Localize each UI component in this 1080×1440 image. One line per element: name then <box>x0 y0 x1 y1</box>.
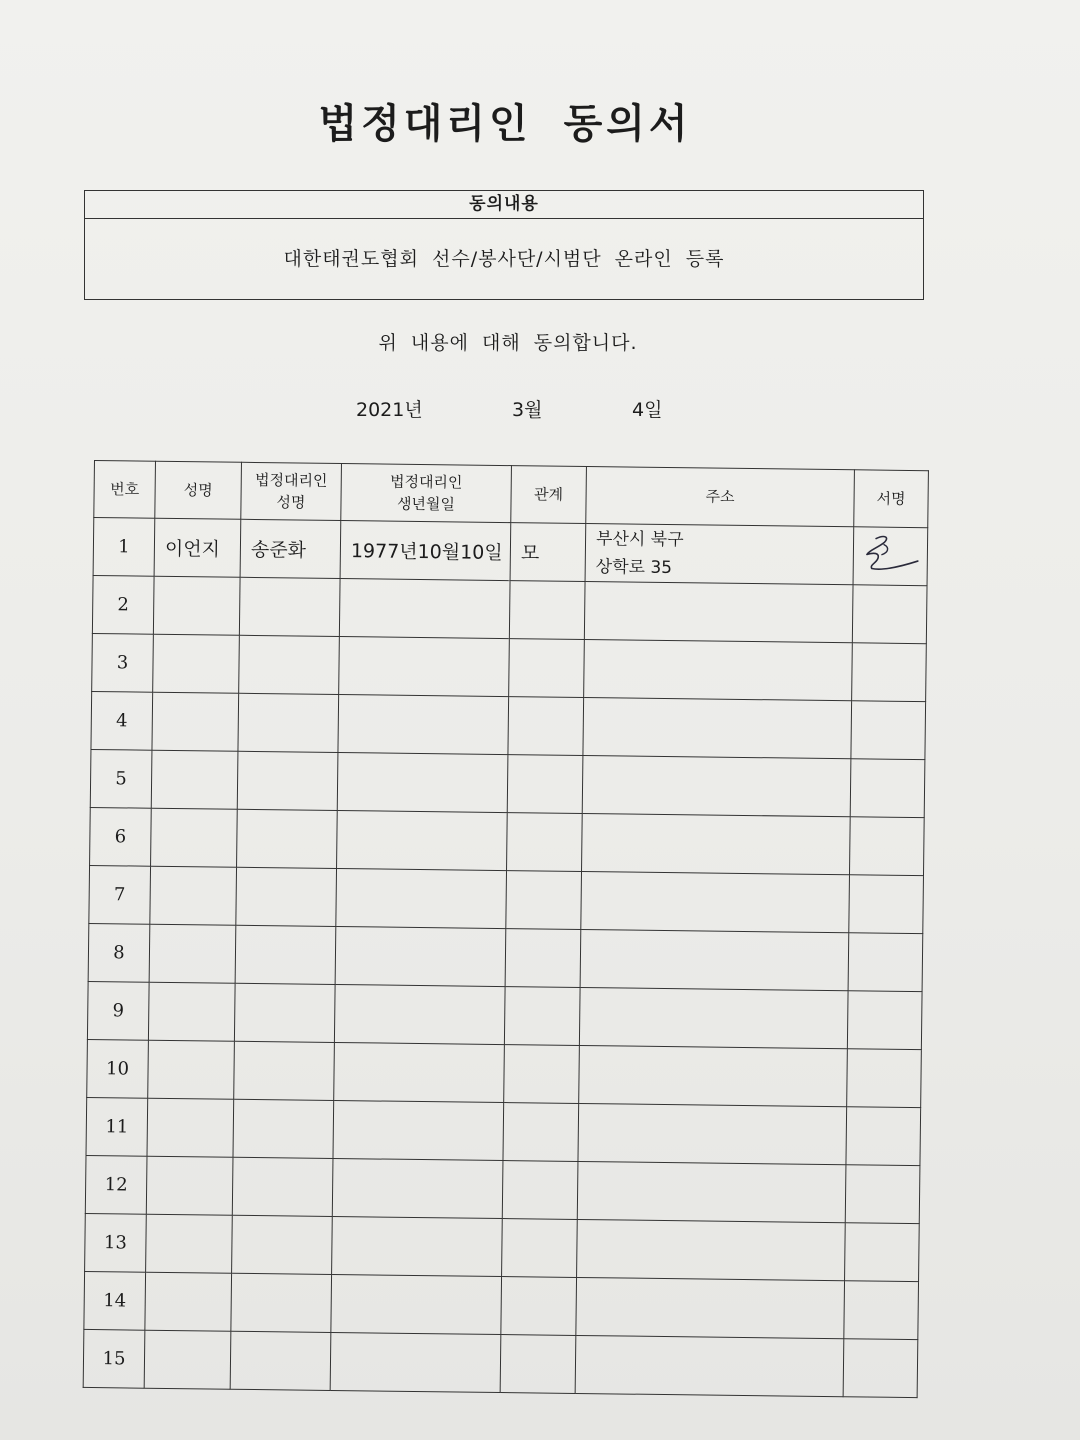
agreement-text: 위 내용에 대해 동의합니다. <box>378 332 638 354</box>
row-signature <box>851 701 926 760</box>
table-row <box>87 1039 922 1107</box>
row-relation <box>504 1045 580 1104</box>
row-signature <box>853 527 928 586</box>
table-row <box>90 749 925 817</box>
row-address <box>577 1219 846 1280</box>
row-name <box>150 866 237 925</box>
row-address <box>579 1045 848 1106</box>
table-header-row <box>94 461 929 528</box>
row-name: 이언지 <box>154 518 241 577</box>
row-relation <box>509 639 585 698</box>
row-guardian-birth <box>332 1158 503 1218</box>
row-guardian-name: 송준화 <box>240 519 341 578</box>
row-guardian-birth <box>334 984 505 1044</box>
row-address <box>582 813 851 874</box>
row-guardian-name <box>238 693 339 752</box>
row-signature <box>849 817 924 876</box>
row-number: 7 <box>89 865 151 924</box>
row-name <box>148 982 235 1041</box>
table-row <box>88 923 923 991</box>
row-address <box>578 1103 847 1164</box>
row-guardian-name <box>234 983 335 1042</box>
row-name <box>153 576 240 635</box>
row-name <box>148 1040 235 1099</box>
consent-box <box>84 190 924 300</box>
row-guardian-birth <box>337 810 508 870</box>
header-guardian-birth: 법정대리인 생년월일 <box>341 464 512 523</box>
row-number: 3 <box>92 633 154 692</box>
header-address: 주소 <box>586 467 855 527</box>
guardian-table <box>83 460 929 1398</box>
table-row <box>85 1155 920 1223</box>
row-signature <box>845 1165 920 1224</box>
row-guardian-name <box>235 925 336 984</box>
row-address <box>581 871 850 932</box>
row-number: 4 <box>91 691 153 750</box>
row-guardian-name <box>232 1157 333 1216</box>
table-row <box>90 807 925 875</box>
handwritten-signature-icon <box>859 530 922 577</box>
header-signature: 서명 <box>854 470 929 528</box>
row-signature <box>847 1049 922 1108</box>
row-number: 11 <box>86 1097 148 1156</box>
row-number: 2 <box>92 575 154 634</box>
row-guardian-birth: 1977년10월10일 <box>340 521 511 581</box>
row-guardian-birth <box>339 579 510 639</box>
row-address <box>582 755 851 816</box>
row-guardian-birth <box>330 1332 501 1392</box>
header-guardian-name: 법정대리인 성명 <box>241 462 342 520</box>
row-address <box>583 697 852 758</box>
row-signature <box>848 933 923 992</box>
row-address <box>584 640 853 701</box>
row-relation <box>504 987 580 1046</box>
row-address: 부산시 북구 상학로 35 <box>585 524 854 585</box>
table-row <box>83 1329 918 1397</box>
row-signature <box>844 1281 919 1340</box>
row-guardian-name <box>233 1099 334 1158</box>
row-guardian-name <box>237 809 338 868</box>
row-address <box>584 582 853 643</box>
row-name <box>146 1214 233 1273</box>
date-day: 4일 <box>632 399 663 421</box>
row-guardian-name <box>239 635 340 694</box>
row-number: 15 <box>83 1329 145 1388</box>
row-number: 6 <box>90 807 152 866</box>
row-relation <box>508 697 584 756</box>
row-guardian-birth <box>331 1274 502 1334</box>
row-guardian-birth <box>336 868 507 928</box>
table-row <box>84 1271 919 1339</box>
row-number: 12 <box>85 1155 147 1214</box>
row-address <box>580 929 849 990</box>
row-name <box>152 692 239 751</box>
table-row <box>92 633 927 701</box>
row-guardian-name <box>230 1331 331 1390</box>
row-guardian-birth <box>338 695 509 755</box>
row-number: 14 <box>84 1271 146 1330</box>
document-title: 법정대리인 동의서 <box>318 101 692 147</box>
row-guardian-birth <box>335 926 506 986</box>
table-row <box>86 1097 921 1165</box>
row-signature <box>845 1223 920 1282</box>
table-row <box>87 981 922 1049</box>
row-name <box>147 1098 234 1157</box>
date-year: 2021년 <box>356 399 423 421</box>
row-relation <box>506 871 582 930</box>
row-signature <box>847 991 922 1050</box>
row-signature <box>846 1107 921 1166</box>
table-row <box>85 1213 920 1281</box>
row-guardian-birth <box>332 1216 503 1276</box>
row-relation <box>503 1103 579 1162</box>
row-signature <box>850 759 925 818</box>
table-row <box>89 865 924 933</box>
row-guardian-birth <box>333 1100 504 1160</box>
row-name <box>151 808 238 867</box>
header-relation: 관계 <box>511 466 587 524</box>
row-number: 1 <box>93 518 155 577</box>
row-guardian-name <box>232 1215 333 1274</box>
row-name <box>146 1156 233 1215</box>
row-number: 8 <box>88 923 150 982</box>
row-guardian-name <box>239 577 340 636</box>
row-relation <box>502 1219 578 1278</box>
row-name <box>145 1272 232 1331</box>
consent-box-header: 동의내용 <box>85 191 923 219</box>
row-relation <box>502 1161 578 1220</box>
row-relation <box>507 813 583 872</box>
row-address <box>579 987 848 1048</box>
row-number: 10 <box>87 1039 149 1098</box>
row-guardian-name <box>236 867 337 926</box>
row-guardian-name <box>237 751 338 810</box>
row-relation <box>501 1277 577 1336</box>
table-row <box>92 575 927 643</box>
header-name: 성명 <box>155 461 242 519</box>
table-row <box>93 518 928 586</box>
row-signature <box>852 643 927 702</box>
row-name <box>149 924 236 983</box>
row-signature <box>843 1339 918 1398</box>
consent-box-body: 대한태권도협회 선수/봉사단/시범단 온라인 등록 <box>283 248 725 270</box>
row-relation <box>500 1335 576 1394</box>
row-signature <box>849 875 924 934</box>
row-signature <box>852 585 927 644</box>
row-guardian-birth <box>337 753 508 813</box>
row-relation <box>509 581 585 640</box>
row-address <box>575 1335 844 1396</box>
row-relation: 모 <box>510 523 586 582</box>
row-name <box>151 750 238 809</box>
header-number: 번호 <box>94 461 156 519</box>
row-guardian-name <box>234 1041 335 1100</box>
row-name <box>153 634 240 693</box>
row-address <box>576 1277 845 1338</box>
row-address <box>577 1161 846 1222</box>
row-name <box>144 1330 231 1389</box>
date-month: 3월 <box>512 399 543 421</box>
row-guardian-birth <box>339 637 510 697</box>
row-relation <box>505 929 581 988</box>
row-number: 5 <box>90 749 152 808</box>
row-guardian-name <box>231 1273 332 1332</box>
row-guardian-birth <box>334 1042 505 1102</box>
row-relation <box>507 755 583 814</box>
row-number: 13 <box>85 1213 147 1272</box>
table-row <box>91 691 926 759</box>
row-number: 9 <box>87 981 149 1040</box>
